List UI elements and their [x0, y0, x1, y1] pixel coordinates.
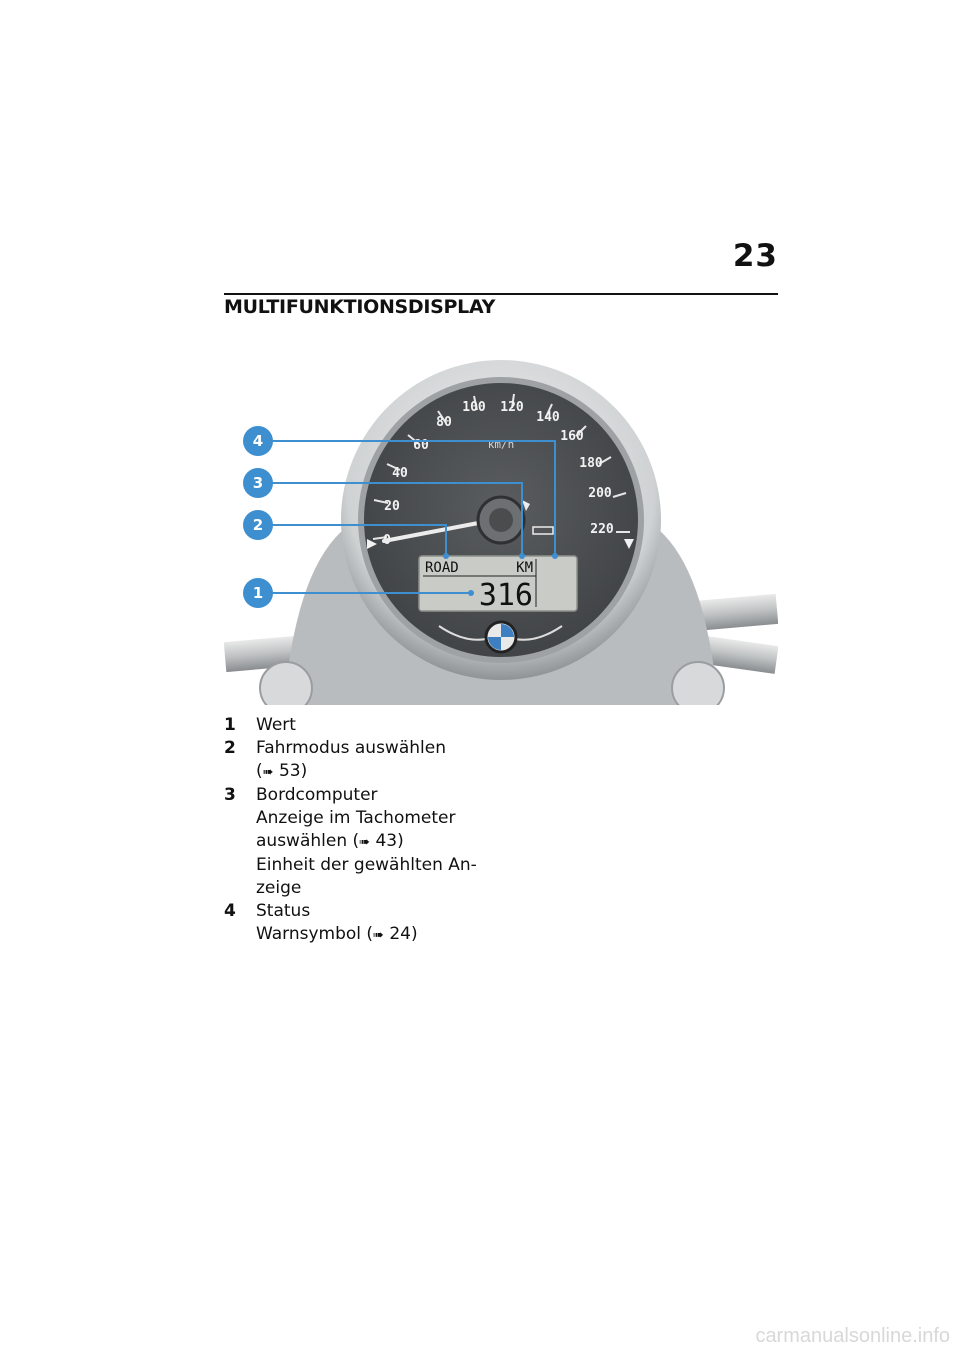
page-reference[interactable]: Warnsymbol (➠ 24) [256, 924, 418, 944]
legend-text: Anzeige im Tachometer [256, 808, 456, 828]
callout-number: 4 [252, 432, 264, 450]
page-reference[interactable]: (➠ 53) [256, 761, 308, 781]
page-ref-arrow-icon: ➠ [262, 765, 274, 780]
tick-label: 40 [392, 466, 408, 481]
page-ref-arrow-icon: ➠ [373, 928, 384, 943]
legend-item [224, 737, 524, 784]
callout-number: 2 [252, 516, 264, 534]
needle-hub-cap [489, 508, 513, 532]
callout-number: 1 [252, 584, 264, 602]
legend [224, 714, 524, 947]
tick-label: 200 [588, 486, 612, 501]
lcd-unit: KM [516, 560, 533, 576]
tick-label: 120 [500, 400, 524, 415]
tick-label: 220 [590, 522, 614, 537]
tick-label: 180 [579, 456, 603, 471]
legend-number: 4 [224, 901, 236, 921]
watermark: carmanualsonline.info [755, 1325, 950, 1347]
lcd-value: 316 [478, 578, 533, 613]
tick-label: 160 [560, 429, 584, 444]
legend-text: Einheit der gewählten An- [256, 855, 477, 875]
header-rule [224, 293, 778, 295]
legend-text: zeige [256, 878, 302, 898]
tick-label: 100 [462, 400, 486, 415]
tick-label: 80 [436, 415, 452, 430]
legend-number: 2 [224, 738, 236, 758]
legend-number: 1 [224, 715, 236, 735]
legend-item [224, 900, 524, 947]
instrument-cluster-illustration [224, 343, 778, 705]
tick-label: 60 [413, 438, 429, 453]
callout-number: 3 [252, 474, 264, 492]
tick-label: 140 [536, 410, 560, 425]
page-ref-arrow-icon: ➠ [359, 835, 371, 850]
right-bolt [672, 662, 724, 705]
instrument-cluster-figure [224, 343, 778, 705]
legend-text: Status [256, 901, 311, 921]
legend-item [224, 784, 524, 900]
legend-text: Bordcomputer [256, 785, 378, 805]
tick-label: 20 [384, 499, 400, 514]
legend-text: Wert [256, 715, 296, 735]
page-number: 23 [732, 238, 778, 274]
legend-text: Fahrmodus auswählen [256, 738, 446, 758]
legend-item [224, 714, 524, 737]
left-bolt [260, 662, 312, 705]
page-reference[interactable]: auswählen (➠ 43) [256, 831, 404, 851]
legend-number: 3 [224, 785, 236, 805]
unit-label: km/h [487, 438, 515, 451]
lcd-mode: ROAD [425, 560, 459, 576]
section-title: MULTIFUNKTIONSDISPLAY [224, 296, 496, 318]
